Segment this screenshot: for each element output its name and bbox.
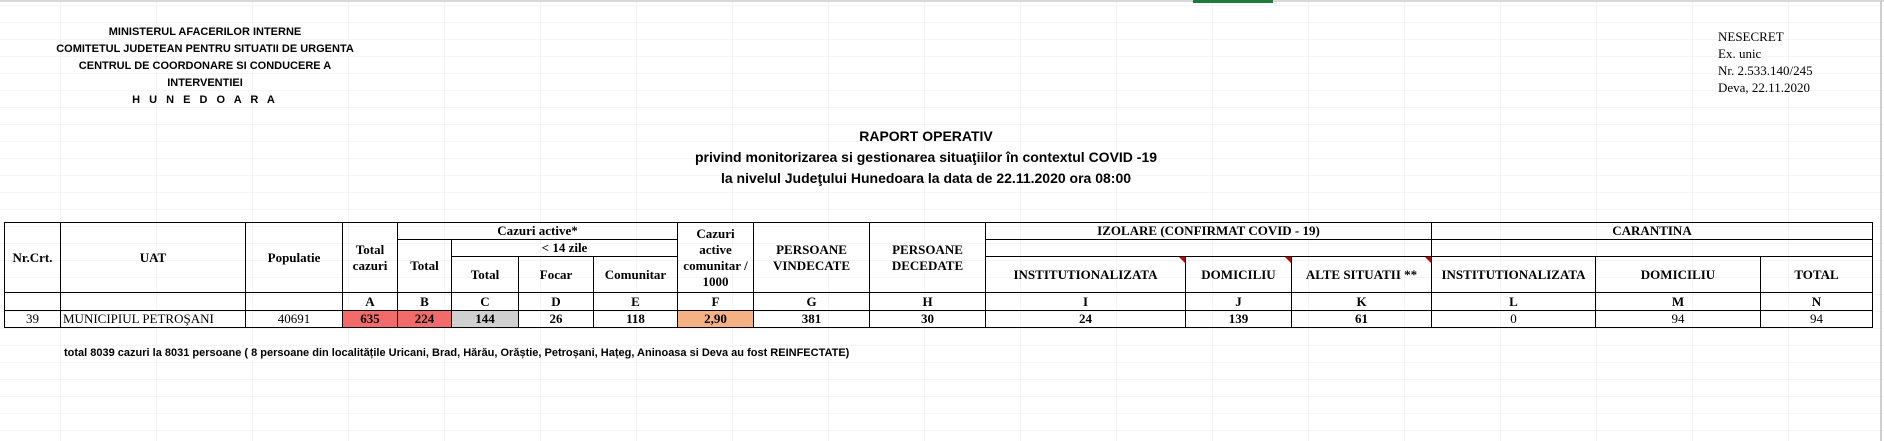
cell-carantina-total[interactable]: 94 bbox=[1761, 311, 1873, 328]
column-letter: J bbox=[1186, 293, 1292, 311]
report-title bbox=[500, 126, 1352, 189]
column-letter: F bbox=[678, 293, 754, 311]
header-cazuri-active-comunitar: Cazuri active comunitar / 1000 bbox=[678, 223, 754, 293]
header-uat: UAT bbox=[61, 223, 246, 293]
column-letter: H bbox=[870, 293, 986, 311]
header-persoane-vindecate: PERSOANE VINDECATE bbox=[754, 223, 870, 293]
header-carantina: CARANTINA bbox=[1432, 223, 1873, 240]
column-letter: G bbox=[754, 293, 870, 311]
header-sub-14-zile: < 14 zile bbox=[452, 240, 678, 257]
header-focar: Focar bbox=[519, 257, 594, 293]
column-letter: L bbox=[1432, 293, 1596, 311]
selected-column-indicator bbox=[1193, 0, 1273, 3]
document-classification bbox=[1718, 28, 1878, 96]
classification-label: NESECRET bbox=[1718, 29, 1784, 44]
center-line: CENTRUL DE COORDONARE SI CONDUCERE A INTERVENTIEI bbox=[78, 60, 332, 89]
cell-populatie[interactable]: 40691 bbox=[246, 311, 343, 328]
header-carantina-institutionalizata: INSTITUTIONALIZATA bbox=[1432, 257, 1596, 293]
header-populatie: Populatie bbox=[246, 223, 343, 293]
cell-carantina-domiciliu[interactable]: 94 bbox=[1596, 311, 1761, 328]
county-line: H U N E D O A R A bbox=[132, 94, 278, 106]
copy-label: Ex. unic bbox=[1718, 46, 1762, 61]
letter-blank bbox=[61, 293, 246, 311]
cell-vindecate[interactable]: 381 bbox=[754, 311, 870, 328]
cell-izolare-domiciliu[interactable]: 139 bbox=[1186, 311, 1292, 328]
report-title-line3: la nivelul Judeţului Hunedoara la data de 22.11.2020 ora 08:00 bbox=[720, 170, 1132, 186]
header-carantina-total: TOTAL bbox=[1761, 257, 1873, 293]
header-izolare-institutionalizata: INSTITUTIONALIZATA bbox=[986, 257, 1186, 293]
header-total-cazuri: Total cazuri bbox=[343, 223, 398, 293]
committee-line: COMITETUL JUDETEAN PENTRU SITUATII DE URGENTA bbox=[56, 43, 354, 55]
sheet-right-edge bbox=[1880, 0, 1882, 441]
header-izolare-spacer bbox=[986, 240, 1432, 257]
column-letter: C bbox=[452, 293, 519, 311]
cell-decedate[interactable]: 30 bbox=[870, 311, 986, 328]
column-letter: D bbox=[519, 293, 594, 311]
letter-blank bbox=[5, 293, 61, 311]
header-alte-situatii: ALTE SITUATII ** bbox=[1292, 257, 1432, 293]
cell-uat[interactable]: MUNICIPIUL PETROŞANI bbox=[61, 311, 246, 328]
column-letter: K bbox=[1292, 293, 1432, 311]
cell-carantina-institutionalizata[interactable]: 0 bbox=[1432, 311, 1596, 328]
column-letter: I bbox=[986, 293, 1186, 311]
report-title-line2: privind monitorizarea si gestionarea situaţiilor în contextul COVID -19 bbox=[694, 149, 1158, 165]
cell-comunitar[interactable]: 118 bbox=[594, 311, 678, 328]
header-14-total: Total bbox=[452, 257, 519, 293]
column-header-strip bbox=[0, 0, 1884, 2]
header-carantina-domiciliu: DOMICILIU bbox=[1596, 257, 1761, 293]
header-izolare-domiciliu: DOMICILIU bbox=[1186, 257, 1292, 293]
cell-focar[interactable]: 26 bbox=[519, 311, 594, 328]
cell-active-total[interactable]: 224 bbox=[398, 311, 452, 328]
header-cazuri-active: Cazuri active* bbox=[398, 223, 678, 240]
covid-report-table bbox=[4, 222, 1873, 328]
table-row bbox=[5, 311, 1873, 328]
ministry-line: MINISTERUL AFACERILOR INTERNE bbox=[108, 26, 302, 38]
cell-izolare-institutionalizata[interactable]: 24 bbox=[986, 311, 1186, 328]
cell-active-comunitar-1000[interactable]: 2,90 bbox=[678, 311, 754, 328]
column-letter: M bbox=[1596, 293, 1761, 311]
cell-total-cazuri[interactable]: 635 bbox=[343, 311, 398, 328]
header-active-total: Total bbox=[398, 240, 452, 293]
header-izolare: IZOLARE (CONFIRMAT COVID - 19) bbox=[986, 223, 1432, 240]
header-comunitar: Comunitar bbox=[594, 257, 678, 293]
column-letter: B bbox=[398, 293, 452, 311]
report-title-line1: RAPORT OPERATIV bbox=[859, 128, 993, 144]
document-date: Deva, 22.11.2020 bbox=[1718, 80, 1810, 95]
column-letter: N bbox=[1761, 293, 1873, 311]
cell-nr[interactable]: 39 bbox=[5, 311, 61, 328]
reinfection-footnote: total 8039 cazuri la 8031 persoane ( 8 persoane din localitățile Uricani, Brad, Hărău, Orăștie, Petroșani, Hațeg, Aninoasa si Deva au fost REINFECTATE) bbox=[64, 347, 850, 359]
institution-header bbox=[40, 24, 370, 109]
cell-14-total[interactable]: 144 bbox=[452, 311, 519, 328]
letter-blank bbox=[246, 293, 343, 311]
column-letter: E bbox=[594, 293, 678, 311]
header-carantina-spacer bbox=[1432, 240, 1873, 257]
registration-number: Nr. 2.533.140/245 bbox=[1718, 63, 1813, 78]
column-letter: A bbox=[343, 293, 398, 311]
header-nr-crt: Nr.Crt. bbox=[5, 223, 61, 293]
header-persoane-decedate: PERSOANE DECEDATE bbox=[870, 223, 986, 293]
cell-alte-situatii[interactable]: 61 bbox=[1292, 311, 1432, 328]
